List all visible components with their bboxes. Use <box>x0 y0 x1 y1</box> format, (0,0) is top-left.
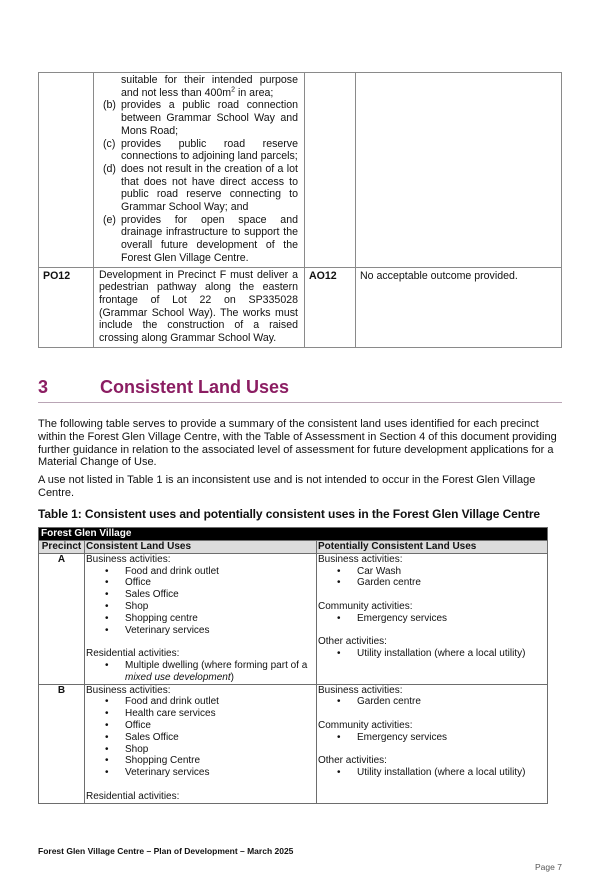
residential-list <box>86 660 315 684</box>
list-item: • Garden centre <box>318 696 546 708</box>
table-band <box>39 528 548 541</box>
list-item: • Shopping Centre <box>86 755 315 767</box>
list-item: • Food and drink outlet <box>86 566 315 578</box>
list-item: • Office <box>86 577 315 589</box>
po-code: PO12 <box>39 267 94 347</box>
po-text-cell <box>94 73 305 268</box>
list-item: • Veterinary services <box>86 625 315 637</box>
section-heading <box>38 376 562 403</box>
table-row <box>39 553 548 684</box>
performance-outcomes-table <box>38 72 562 348</box>
list-item: • Office <box>86 720 315 732</box>
header-consistent: Consistent Land Uses <box>85 541 317 554</box>
business-list <box>86 566 315 637</box>
table-header <box>39 541 548 554</box>
header-potential: Potentially Consistent Land Uses <box>317 541 548 554</box>
list-item: • Sales Office <box>86 732 315 744</box>
header-precinct: Precinct <box>39 541 85 554</box>
table-row <box>39 267 562 347</box>
business-list <box>86 696 315 779</box>
ao-cell <box>305 73 356 268</box>
list-item: (d) does not result in the creation of a lot that does not have direct access to public road reserve connecting to Grammar School Way; and <box>103 162 298 214</box>
precinct-cell: A <box>39 553 85 684</box>
list-item: • Shop <box>86 601 315 613</box>
list-item: • Multiple dwelling (where forming part of a mixed use development) <box>86 660 315 684</box>
potential-uses-cell: Business activities: • Car Wash • Garden centre Community activities: • Emergency services Other activities: • Utility installation (where a local utility) <box>317 553 548 684</box>
consistent-uses-cell: Business activities: • Food and drink outlet • Office • Sales Office • Shop • Shopping centre • Veterinary services Residential activities: • Multiple dwelling (where forming part of a mixed use development) <box>85 553 317 684</box>
list-item: • Veterinary services <box>86 767 315 779</box>
list-item: • Car Wash <box>318 566 546 578</box>
continuation-text: suitable for their intended purpose and not less than $400m^2$ in area; <box>121 74 298 99</box>
list-item: (c) provides public road reserve connections to adjoining land parcels; <box>103 137 298 163</box>
page-number: Page 7 <box>535 862 562 872</box>
po-cell <box>39 73 94 268</box>
intro-paragraph: The following table serves to provide a summary of the consistent land uses identified for each precinct within the Forest Glen Village Centre, with the Table of Assessment in Section 4 of this document providing further guidance in relation to the associated level of assessment for future development applications for a Material Change of Use. <box>38 418 557 469</box>
ao-text-cell <box>356 73 562 268</box>
list-item: • Utility installation (where a local utility) <box>318 767 546 779</box>
list-item: • Emergency services <box>318 732 546 744</box>
ao-code: AO12 <box>305 267 356 347</box>
consistent-uses-cell: Business activities: • Food and drink outlet • Health care services • Office • Sales Office • Shop • Shopping Centre • Veterinary services Residential activities: <box>85 684 317 803</box>
table-caption: Table 1: Consistent uses and potentially consistent uses in the Forest Glen Village Centre <box>38 507 541 521</box>
list-item: (b) provides a public road connection between Grammar School Way and Mons Road; <box>103 99 298 137</box>
list-item: • Garden centre <box>318 577 546 589</box>
list-item: • Emergency services <box>318 613 546 625</box>
table-row <box>39 684 548 803</box>
list-item: • Utility installation (where a local utility) <box>318 648 546 660</box>
section-number: 3 <box>38 377 49 397</box>
page-footer: Forest Glen Village Centre – Plan of Development – March 2025 <box>38 846 294 856</box>
list-item: (e) provides for open space and drainage infrastructure to support the overall future development of the Forest Glen Village Centre. <box>103 213 298 264</box>
po-text: Development in Precinct F must deliver a pedestrian pathway along the eastern frontage of Lot 22 on SP335028 (Grammar School Way). The works must include the construction of a raised crossing along Grammar School Way. <box>94 267 305 347</box>
precinct-cell: B <box>39 684 85 803</box>
table-row <box>39 73 562 268</box>
list-item: • Food and drink outlet <box>86 696 315 708</box>
list-item: • Shopping centre <box>86 613 315 625</box>
list-item: • Sales Office <box>86 589 315 601</box>
list-item: • Health care services <box>86 708 315 720</box>
potential-uses-cell: Business activities: • Garden centre Community activities: • Emergency services Other activities: • Utility installation (where a local utility) <box>317 684 548 803</box>
land-uses-table <box>38 527 548 804</box>
inconsistent-use-paragraph: A use not listed in Table 1 is an inconsistent use and is not intended to occur in the Forest Glen Village Centre. <box>38 474 536 499</box>
section-title: Consistent Land Uses <box>100 377 290 397</box>
criteria-list <box>99 99 298 264</box>
ao-text: No acceptable outcome provided. <box>356 267 562 347</box>
band-label: Forest Glen Village <box>39 528 548 541</box>
list-item: • Shop <box>86 744 315 756</box>
